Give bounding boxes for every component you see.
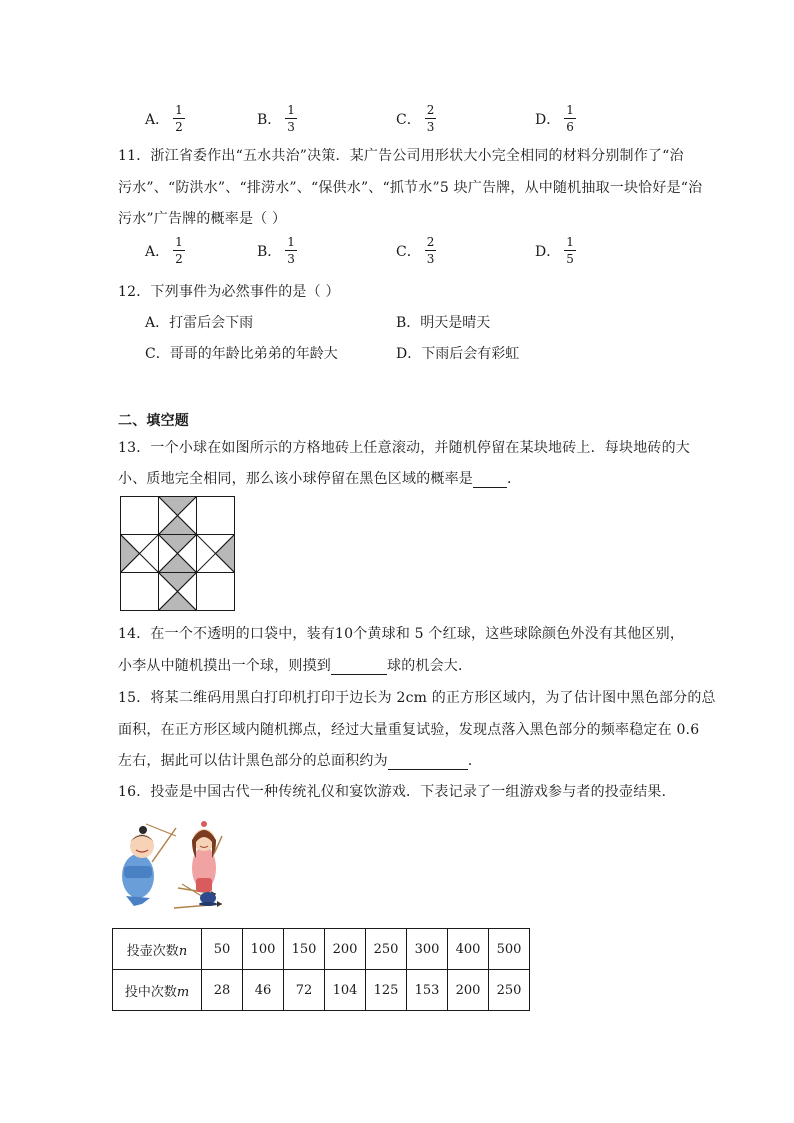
q11-line-2: 污水”、“防洪水”、“排涝水”、“保供水”、“抓节水”5 块广告牌，从中随机抽取一块恰好是“治 [118, 180, 703, 196]
table-cell: 400 [448, 929, 489, 970]
table-row [113, 929, 530, 970]
table-cell: 100 [243, 929, 284, 970]
q15-line-1: 15．将某二维码用黑白打印机打印于边长为 2cm 的正方形区域内，为了估计图中黑色部分的总 [118, 690, 716, 706]
answer-blank[interactable] [473, 473, 507, 488]
table-cell: 250 [366, 929, 407, 970]
table-cell: 72 [284, 970, 325, 1011]
table-cell: 50 [202, 929, 243, 970]
fraction: $\frac{2}{3}$ [426, 103, 435, 134]
q12-option-a: A．打雷后会下雨 [145, 315, 254, 331]
table-cell: 28 [202, 970, 243, 1011]
q12-option-c: C．哥哥的年龄比弟弟的年龄大 [145, 346, 338, 362]
q10-option-c: C． $\frac{2}{3}$ [396, 103, 435, 134]
q11-option-a: A． $\frac{1}{2}$ [145, 235, 183, 266]
q11-option-c: C． $\frac{2}{3}$ [396, 235, 435, 266]
section-title: 二、填空题 [118, 413, 189, 429]
q11-option-d: D． $\frac{1}{5}$ [535, 235, 574, 266]
q13-line-1: 13．一个小球在如图所示的方格地砖上任意滚动，并随机停留在某块地砖上．每块地砖的大 [118, 440, 691, 456]
fraction: $\frac{2}{3}$ [426, 235, 435, 266]
tile-grid-figure [120, 496, 236, 612]
answer-blank[interactable] [388, 755, 468, 770]
fraction: $\frac{1}{2}$ [175, 103, 183, 134]
fraction: $\frac{1}{6}$ [566, 103, 574, 134]
fraction: $\frac{1}{3}$ [287, 103, 295, 134]
touhu-illustration [116, 818, 236, 920]
q11-line-3: 污水”广告牌的概率是（ ） [118, 211, 287, 227]
q12-option-b: B．明天是晴天 [396, 315, 491, 331]
answer-blank[interactable] [331, 660, 387, 675]
q10-option-b: B． $\frac{1}{3}$ [257, 103, 295, 134]
q14-line-1: 14．在一个不透明的口袋中，装有10个黄球和 5 个红球，这些球除颜色外没有其他区别， [118, 626, 685, 642]
table-cell: 150 [284, 929, 325, 970]
q12-option-d: D．下雨后会有彩虹 [396, 346, 520, 362]
q11-line-1: 11．浙江省委作出“五水共治”决策．某广告公司用形状大小完全相同的材料分别制作了“治 [118, 148, 684, 164]
q10-option-d: D． $\frac{1}{6}$ [535, 103, 574, 134]
q11-option-b: B． $\frac{1}{3}$ [257, 235, 295, 266]
q12-stem: 12．下列事件为必然事件的是（ ） [118, 284, 340, 300]
table-cell: 300 [407, 929, 448, 970]
fraction: $\frac{1}{3}$ [287, 235, 295, 266]
q10-option-a: A． $\frac{1}{2}$ [145, 103, 183, 134]
q15-line-3: 左右，据此可以估计黑色部分的总面积约为 ． [118, 753, 483, 769]
fraction: $\frac{1}{2}$ [175, 235, 183, 266]
table-row [113, 970, 530, 1011]
table-cell: 104 [325, 970, 366, 1011]
q15-line-2: 面积，在正方形区域内随机掷点，经过大量重复试验，发现点落入黑色部分的频率稳定在 0.6 [118, 722, 700, 738]
fraction: $\frac{1}{5}$ [566, 235, 574, 266]
table-cell: 200 [325, 929, 366, 970]
table-cell: 153 [407, 970, 448, 1011]
table-cell: 250 [489, 970, 530, 1011]
table-cell: 46 [243, 970, 284, 1011]
q14-line-2: 小李从中随机摸出一个球，则摸到 球的机会大． [118, 658, 473, 674]
table-cell: 500 [489, 929, 530, 970]
touhu-results-table [112, 928, 530, 1011]
table-cell: 125 [366, 970, 407, 1011]
table-header-throws: 投壶次数n [113, 929, 202, 970]
q16-line-1: 16．投壶是中国古代一种传统礼仪和宴饮游戏．下表记录了一组游戏参与者的投壶结果． [118, 784, 676, 800]
table-cell: 200 [448, 970, 489, 1011]
table-header-hits: 投中次数m [113, 970, 202, 1011]
q13-line-2: 小、质地完全相同，那么该小球停留在黑色区域的概率是 ． [118, 471, 522, 487]
